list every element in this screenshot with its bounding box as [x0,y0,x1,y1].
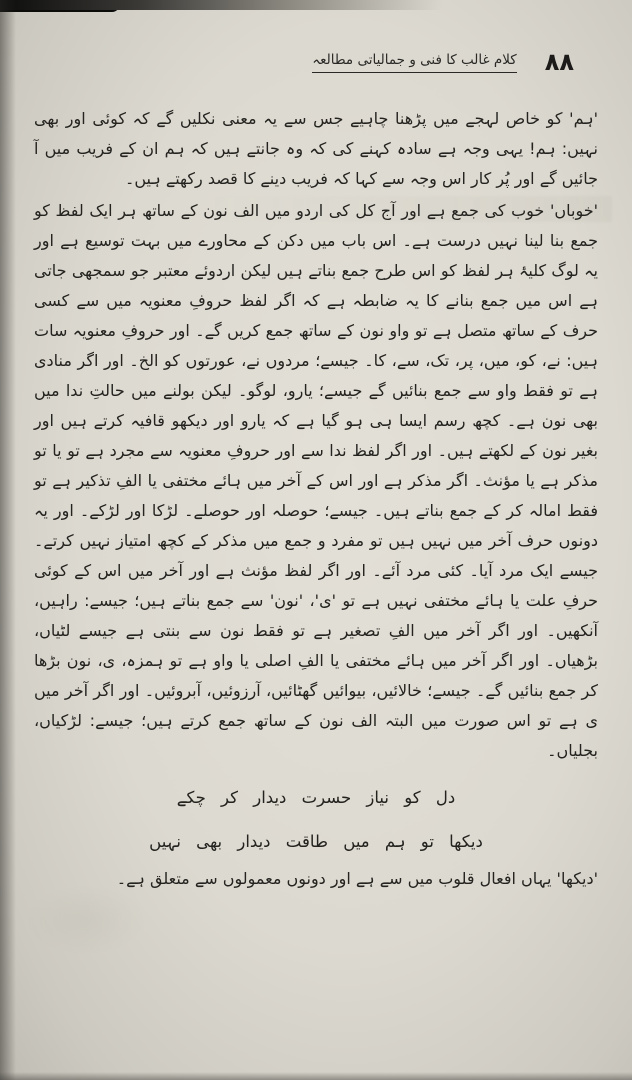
page-number: ۸۸ [544,48,574,76]
scan-bottom-edge-shadow [0,1072,632,1080]
main-text [34,104,598,896]
scan-left-edge-shadow [0,0,16,1080]
verse-couplet [34,776,598,864]
closing-note: 'دیکھا' یہاں افعال قلوب میں سے ہے اور دونوں معمولوں سے متعلق ہے۔ [116,869,598,888]
scan-top-edge-shadow [0,0,632,10]
verse-line: دل کو نیاز حسرت دیدار کر چکے [176,788,456,807]
paragraph: 'ہم' کو خاص لہجے میں پڑھنا چاہیے جس سے یہ معنی نکلیں گے کہ کوئی اور بھی نہیں: ہم! یہی وجہ ہے سادہ کہنے کی کہ وہ جانتے ہیں کہ ہم ان کے فریب میں آ جائیں گے اور پُر کار اس وجہ سے کہا کہ فریب دینے کا قصد رکھتے ہیں۔ [34,109,599,188]
verse-line: دیکھا تو ہم میں طاقت دیدار بھی نہیں [149,832,483,851]
page-header [0,48,632,76]
paragraph: 'خوباں' خوب کی جمع ہے اور آج کل کی اردو میں الف نون کے ساتھ ہر ایک لفظ کو جمع بنا لینا نہیں درست ہے۔ اس باب میں دکن کے محاورے میں بہت توسیع ہے اور یہ لوگ کلیۂ ہر لفظ کو اس طرح جمع بناتے ہیں لیکن اردوئے معتبر جو سمجھی جاتی ہے اس میں جمع بنانے کا یہ ضابطہ ہے کہ اگر لفظ حروفِ معنویہ میں سے کسی حرف کے ساتھ متصل ہے تو واو نون کے ساتھ جمع کریں گے۔ اور حروفِ معنویہ سات ہیں: نے، کو، میں، پر، تک، سے، کا۔ جیسے؛ مردوں نے، عورتوں کو الخ۔ اور اگر منادی ہے تو فقط واو سے جمع بنائیں گے جیسے؛ یارو، لوگو۔ لیکن بولنے میں حالتِ ندا میں بھی نون ہے۔ کچھ رسم ایسا ہی ہو گیا ہے کہ یارو اور دیکھو قافیہ کرتے ہیں اور بغیر نون کے لکھتے ہیں۔ اور اگر لفظ ندا سے اور حروفِ معنویہ سے مجرد ہے تو یا تو مذکر ہے یا مؤنث۔ اگر مذکر ہے اور اس کے آخر میں ہائے مختفی یا الفِ تذکیر ہے تو فقط امالہ کر کے جمع بناتے ہیں۔ جیسے؛ حوصلہ اور حوصلے۔ لڑکا اور لڑکے۔ اور یہ دونوں حرف آخر میں نہیں ہیں تو مفرد و جمع میں مذکر کے کچھ امتیاز نہیں کرتے۔ جیسے ایک مرد آیا۔ کئی مرد آئے۔ اور اگر لفظ مؤنث ہے اور آخر میں اس کے کوئی حرفِ علت یا ہائے مختفی نہیں ہے تو 'ی'، 'نون' سے جمع بناتے ہیں؛ جیسے: راہیں، آنکھیں۔ اور اگر آخر میں الفِ تصغیر ہے تو فقط نون سے بنتی ہے جیسے لٹیاں، بڑھیاں۔ اور اگر آخر میں ہائے مختفی یا الفِ اصلی یا واو ہے تو ہمزہ، ی، نون بڑھا کر جمع بنائیں گے۔ جیسے؛ خالائیں، بیوائیں گھٹائیں، آرزوئیں، آبروئیں۔ اور اگر آخر میں ی ہے تو اس صورت میں البتہ الف نون کے ساتھ جمع کرتے ہیں؛ جیسے: لڑکیاں، بجلیاں۔ [34,201,598,760]
scan-corner-shadow [0,0,120,12]
running-head-title: کلام غالب کا فنی و جمالیاتی مطالعہ [312,52,517,73]
